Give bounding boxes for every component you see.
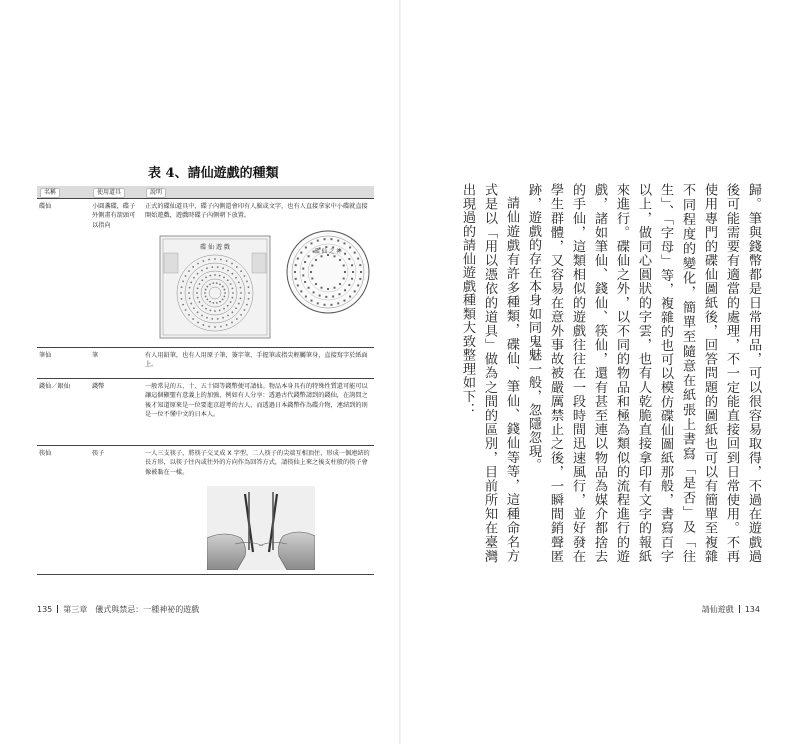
table-title: 表 4、請仙遊戲的種類 bbox=[148, 166, 279, 181]
body-text bbox=[460, 183, 764, 563]
row-name: 錢仙／銀仙 bbox=[39, 383, 70, 390]
chopsticks-figure bbox=[207, 486, 315, 573]
plate-text: 碟 仙 之 神 bbox=[314, 249, 342, 255]
row-tool: 筆 bbox=[92, 352, 99, 359]
table-row bbox=[37, 445, 374, 575]
book-gutter bbox=[399, 0, 401, 744]
table-row bbox=[37, 347, 374, 378]
table-header bbox=[37, 186, 374, 198]
left-footer bbox=[37, 604, 199, 615]
row-desc: 正式的碟仙道具中，碟子內側還會印有人臉或文字，也有人直接拿家中小碟就直接開始遊戲，遊戲時碟子內側朝下放置。 bbox=[145, 203, 368, 220]
table-row bbox=[37, 378, 374, 445]
game-types-table bbox=[37, 186, 374, 575]
chapter-title: 第三章 儀式與禁忌：一種神祕的遊戲 bbox=[63, 605, 200, 614]
paragraph: 請仙遊戲有許多種類，碟仙、筆仙、錢仙等等，這種命名方式是以「用以憑依的道具」做為之間的區別，目前所知在臺灣出現過的請仙遊戲種類大致整理如下： bbox=[460, 183, 519, 563]
row-tool: 筷子 bbox=[92, 450, 105, 457]
spirit-plate-figure bbox=[285, 229, 371, 318]
header-desc: 說明 bbox=[146, 188, 166, 198]
paragraph: 歸。筆與錢幣都是日常用品，可以很容易取得，不過在遊戲過後可能需要有適當的處理，不一定能直接回到日常使用。不再使用專門的碟仙圖紙後，回答問題的圖紙也可以有簡單至複雜不同程度的變化，簡單至隨意在紙張上書寫「是否」及「往生」、「字母」等，複雜的也可以模仿碟仙圖紙那般，書寫百字以上，做同心圓狀的字雲，也有人乾脆直接拿印有文字的報紙來進行。碟仙之外，以不同的物品和極為類似的流程進行的遊戲，諸如筆仙、錢仙、筷仙，還有甚至連以物品為媒介都捨去的手仙，這類相似的遊戲往往在一段時間迅速風行，並好發在學生群體，又容易在意外事故被嚴厲禁止之後，一瞬間銷聲匿跡，遊戲的存在本身如同鬼魅一般，忽隱忽現。 bbox=[526, 183, 761, 563]
spirit-board-figure bbox=[159, 235, 271, 342]
row-tool: 小圓盞碟，碟子外側畫有箭頭可以指向 bbox=[92, 203, 136, 229]
running-title: 請仙遊戲 bbox=[701, 605, 734, 614]
row-desc: 一般常見的五、十、五十圓等錢幣便可請仙。物品本身具有的特殊性質還可能可以讓這個顯聖有意義上的加強，例如有人分享：透過古代錢幣請到的錢仙，在詢問之後才知道原來是一位要進京趕考的古人，而透過日本錢幣作為碟介物，連結到的則是一位不懂中文的日本人。 bbox=[145, 383, 368, 419]
row-name: 碟仙 bbox=[39, 203, 52, 210]
row-tool: 錢幣 bbox=[92, 383, 105, 390]
header-tool: 使用道具 bbox=[93, 188, 125, 198]
row-desc: 有人用鉛筆，也有人用原子筆、簽字筆，手握筆或指尖輕觸筆身，直接寫字於紙面上。 bbox=[145, 352, 368, 369]
row-desc: 一人三支筷子，將筷子交叉成 X 字型，二人筷子的尖端互相頂住，形成一個連結的長方形，以筷子往內或往外的方向作為回答方式，請筷仙上來之後支柱般的筷子會像被黏在一樣。 bbox=[145, 450, 370, 476]
right-footer bbox=[702, 604, 760, 615]
board-title: 碟 仙 遊 戲 bbox=[200, 244, 230, 251]
row-name: 筷仙 bbox=[39, 450, 52, 457]
page-number: 135 bbox=[37, 605, 53, 614]
table-row bbox=[37, 198, 374, 347]
row-name: 筆仙 bbox=[39, 352, 52, 359]
header-name: 名稱 bbox=[40, 188, 60, 198]
page-number: 134 bbox=[744, 605, 760, 614]
